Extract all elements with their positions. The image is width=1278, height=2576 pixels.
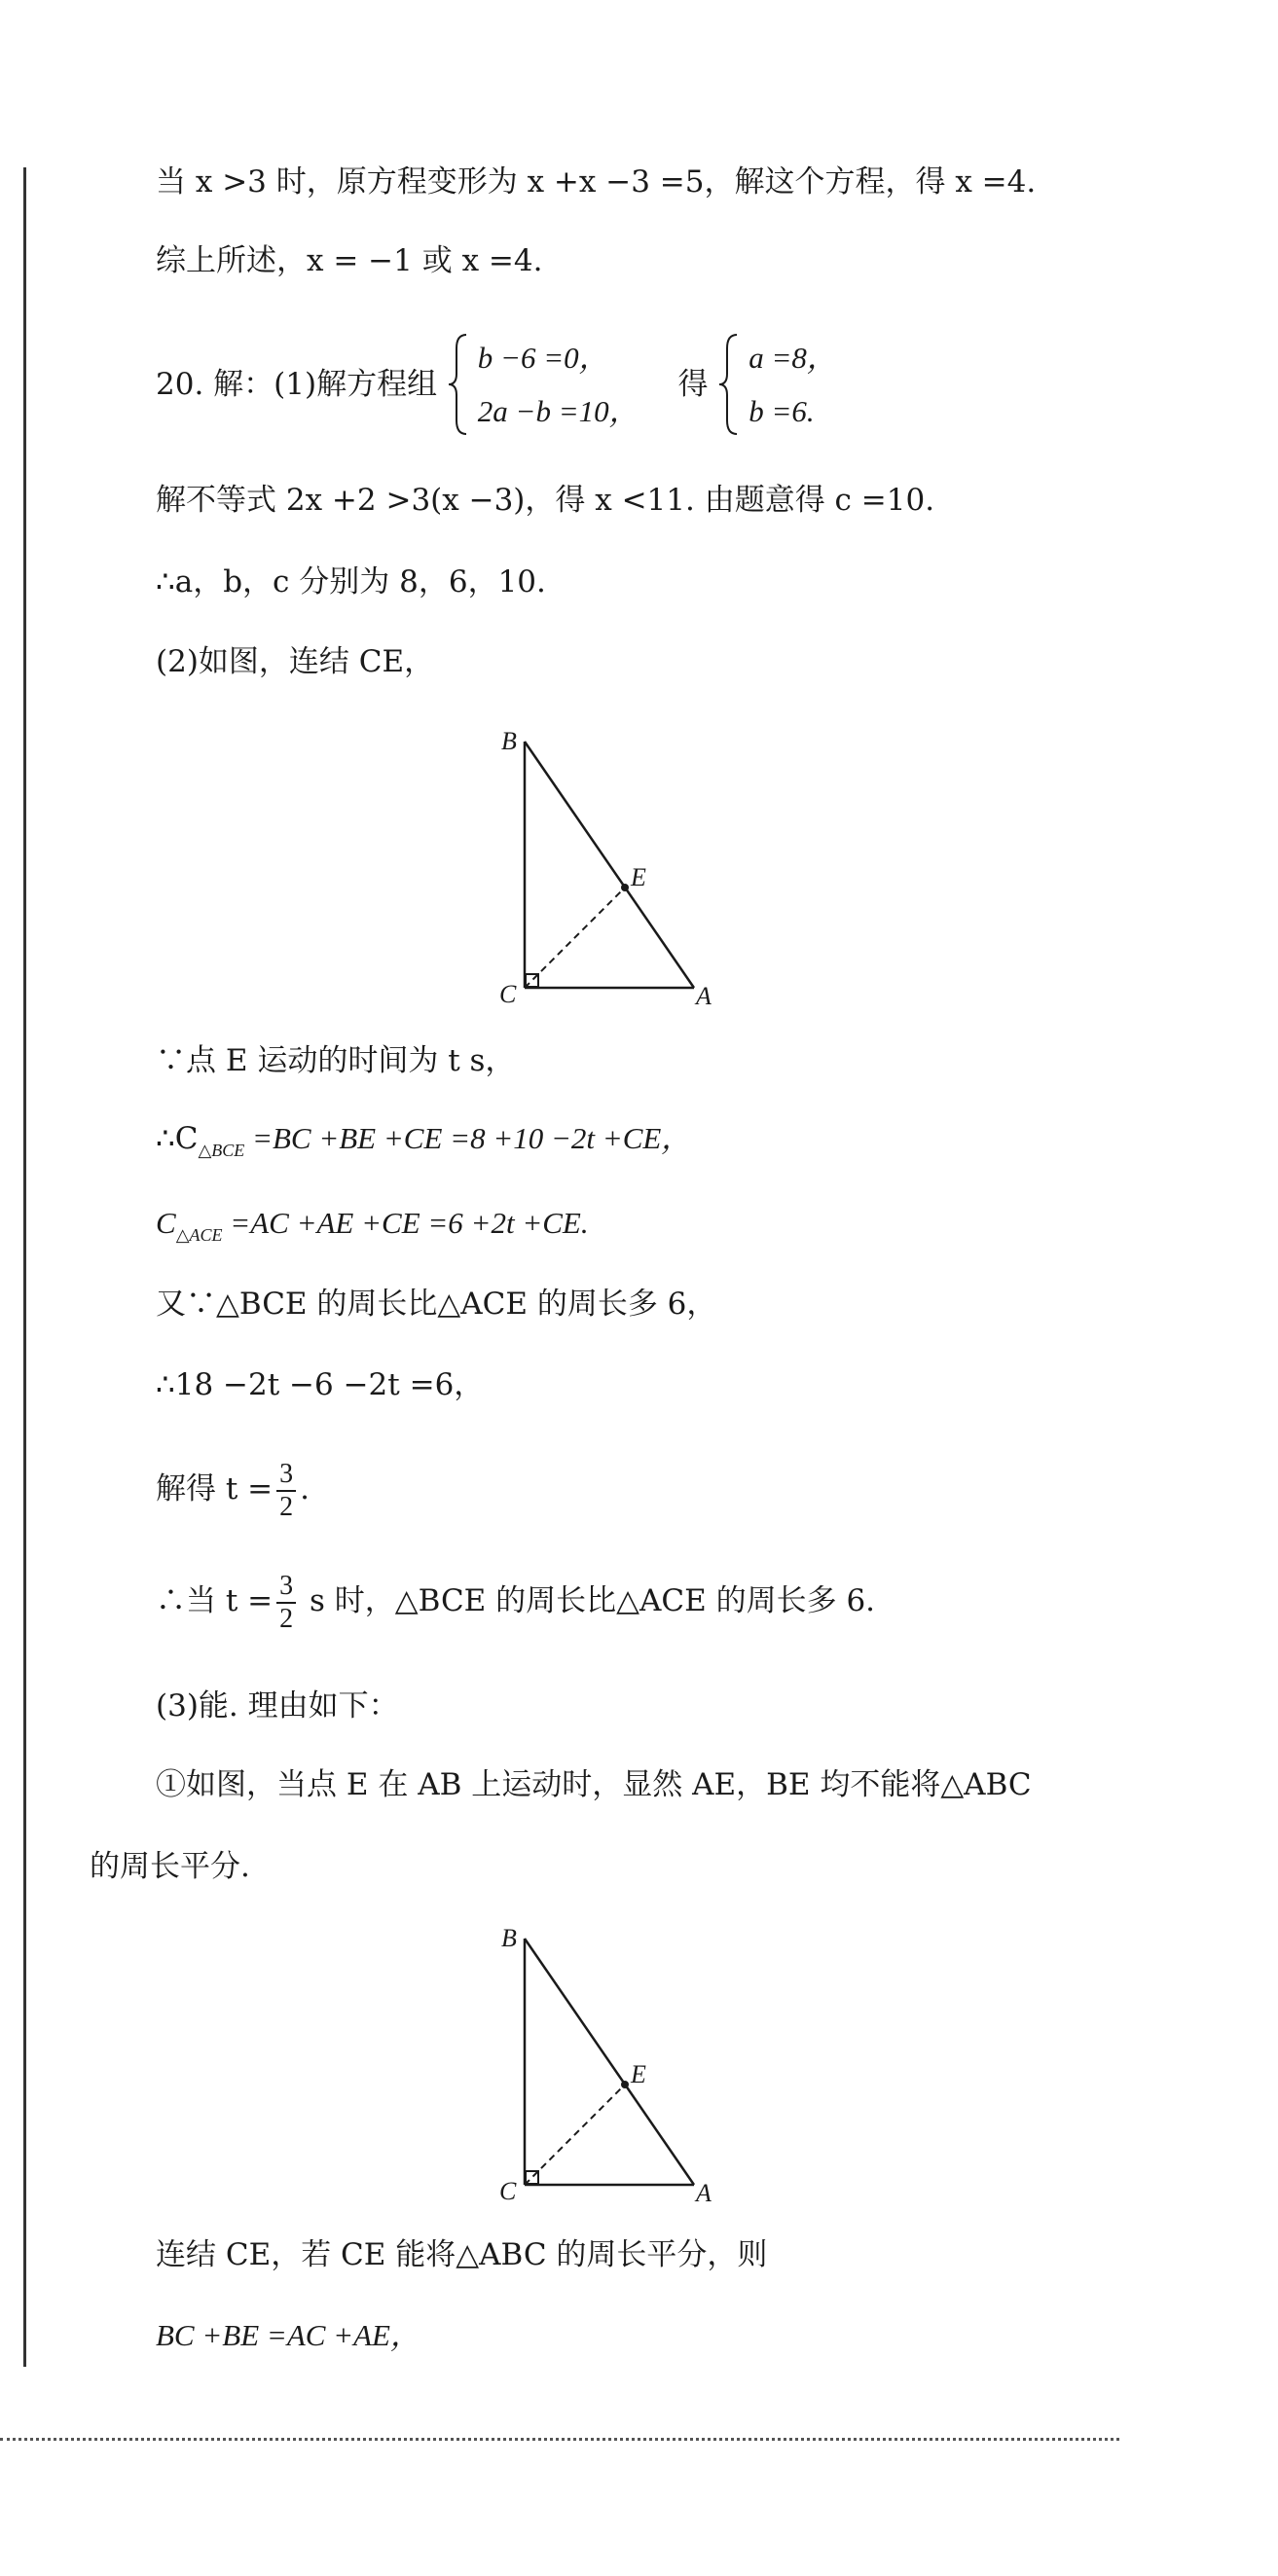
text-line-15: ①如图，当点 E 在 AB 上运动时，显然 AE，BE 均不能将△ABC	[156, 1767, 1032, 1802]
perimeter-bce-symbol: ∴C	[156, 1121, 199, 1156]
text-line-13	[156, 1567, 875, 1635]
system-eq-1: b −6 =0，	[477, 341, 609, 375]
equation-system-line	[156, 331, 837, 438]
diagram2-label-e: E	[631, 2060, 646, 2088]
text-line-4: 解不等式 2x +2 >3(x −3)，得 x <11. 由题意得 c =10.	[156, 483, 935, 518]
fraction-numerator-2: 3	[276, 1571, 296, 1604]
text-line-14: (3)能. 理由如下：	[156, 1688, 399, 1723]
fraction-numerator: 3	[276, 1459, 296, 1492]
text-line-2: 综上所述，x = −1 或 x =4.	[156, 243, 543, 278]
text-line-9	[156, 1204, 589, 1254]
triangle-diagram-1	[492, 720, 725, 1012]
text-line-5: ∴a，b，c 分别为 8，6，10.	[156, 564, 546, 599]
text-line-8	[156, 1119, 691, 1170]
triangle-diagram-2	[492, 1917, 725, 2209]
system-mid-word: 得	[677, 367, 709, 402]
system-prefix: 20. 解：(1)解方程组	[156, 367, 438, 402]
system-results	[749, 331, 837, 438]
diagram2-label-a: A	[696, 2179, 712, 2207]
perimeter-ace-subscript: △ACE	[175, 1225, 223, 1245]
text-line-17: 连结 CE，若 CE 能将△ABC 的周长平分，则	[156, 2237, 768, 2272]
system-equations	[478, 331, 639, 438]
text-line-12	[156, 1455, 310, 1523]
perimeter-bce-expression: =BC +BE +CE =8 +10 −2t +CE，	[244, 1121, 692, 1155]
perimeter-bce-subscript: △BCE	[198, 1141, 245, 1160]
perimeter-ace-symbol: C	[156, 1206, 176, 1240]
fraction-denominator: 2	[279, 1491, 294, 1522]
diagram1-label-c: C	[499, 980, 517, 1008]
diagram2-label-b: B	[501, 1924, 517, 1952]
diagram2-label-c: C	[499, 2177, 517, 2205]
system-brace-left	[447, 331, 468, 438]
text-line-18: BC +BE =AC +AE，	[156, 2318, 420, 2352]
text-line-10: 又∵△BCE 的周长比△ACE 的周长多 6，	[156, 1287, 717, 1322]
diagram1-label-a: A	[696, 982, 712, 1010]
left-margin-line	[23, 167, 26, 2367]
solve-t-prefix: 解得 t =	[156, 1471, 274, 1506]
system-brace-right	[717, 331, 739, 438]
system-result-1: a =8，	[749, 341, 837, 375]
perimeter-ace-expression: =AC +AE +CE =6 +2t +CE.	[222, 1206, 589, 1240]
text-line-6: (2)如图，连结 CE，	[156, 644, 435, 679]
fraction-three-halves	[276, 1459, 296, 1523]
conclusion-prefix: ∴当 t =	[156, 1583, 274, 1618]
text-line-1: 当 x >3 时，原方程变形为 x +x −3 =5，解这个方程，得 x =4.	[156, 164, 1037, 200]
system-result-2: b =6.	[749, 394, 815, 428]
conclusion-suffix: s 时，△BCE 的周长比△ACE 的周长多 6.	[300, 1583, 876, 1618]
text-line-16: 的周长平分.	[90, 1849, 250, 1884]
text-line-7: ∵点 E 运动的时间为 t s，	[156, 1043, 516, 1078]
fraction-three-halves-2	[276, 1571, 296, 1635]
fraction-denominator-2: 2	[279, 1603, 294, 1634]
text-line-11: ∴18 −2t −6 −2t =6，	[156, 1367, 485, 1402]
diagram1-label-e: E	[631, 863, 646, 891]
diagram1-label-b: B	[501, 727, 517, 755]
solve-t-suffix: .	[300, 1471, 310, 1506]
page-bottom-dotted-rule	[0, 2438, 1119, 2441]
system-eq-2: 2a −b =10，	[477, 394, 639, 428]
